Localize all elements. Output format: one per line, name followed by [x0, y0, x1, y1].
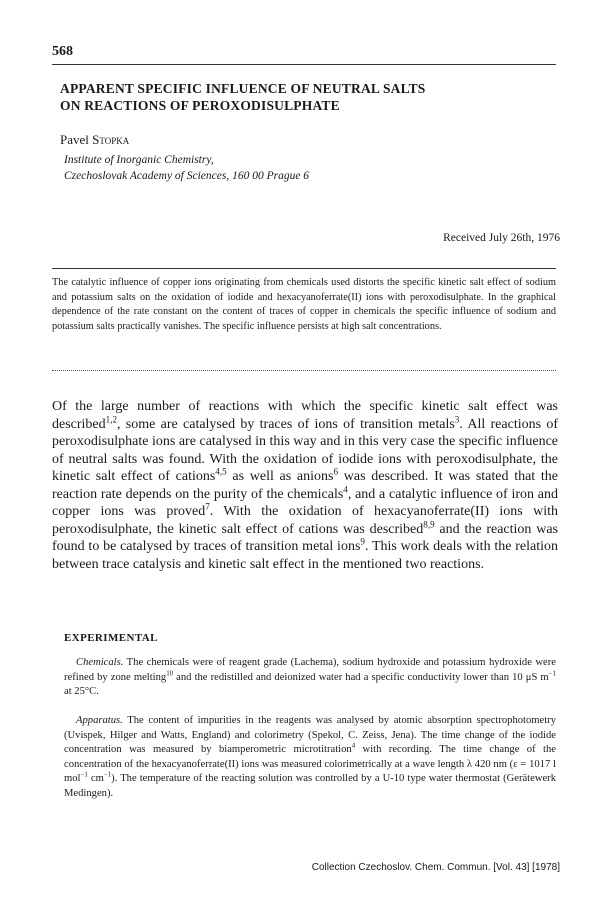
article-title [60, 80, 540, 114]
paragraph-text: cm [87, 773, 104, 785]
journal-footer: Collection Czechoslov. Chem. Commun. [Vol. 43] [1978] [311, 862, 560, 873]
paragraph-text: The content of impurities in the reagents was analysed by atomic absorption spectrophotometry (Uvispek, Hilger and Watts, England) and colorimetry (Spekol, C. Zeiss, Jena). The time change of the iodide concentration was measured by biamperometric microtitration [64, 715, 556, 756]
intro-text: Of the large number of reactions with which the specific kinetic salt effect was described [52, 399, 558, 432]
header-rule [52, 64, 556, 65]
citation-ref: 9 [360, 536, 365, 547]
unit-exponent: −1 [80, 771, 88, 779]
intro-text: . This work deals with the relation between trace catalysis and kinetic salt effect in the mentioned two reactions. [52, 539, 558, 572]
citation-ref: 1,2 [105, 413, 118, 424]
intro-text: and the reaction was found to be catalysed by traces of transition metal ions [52, 521, 558, 554]
abstract: The catalytic influence of copper ions originating from chemicals used distorts the specific kinetic salt effect of sodium and potassium salts on the oxidation of iodide and hexacyanoferrate(II) ions with peroxodisulphate. In the graphical dependence of the rate constant on the content of traces of copper in chemicals the specific influence of sodium and potassium salts practically vanishes. The specific influence persists at high salt concentrations. [52, 277, 556, 332]
chemicals-paragraph [64, 656, 556, 700]
received-date: Received July 26th, 1976 [443, 232, 560, 244]
affiliation-line-2: Czechoslovak Academy of Sciences, 160 00 Prague 6 [64, 170, 310, 182]
citation-ref: 4,5 [215, 466, 227, 477]
apparatus-paragraph [64, 714, 556, 802]
abstract-top-rule [52, 268, 556, 269]
affiliation-line-1: Institute of Inorganic Chemistry, [64, 154, 214, 166]
citation-ref: 6 [333, 466, 339, 477]
title-line-2: ON REACTIONS OF PEROXODISULPHATE [60, 98, 340, 113]
abstract-bottom-rule [52, 370, 556, 371]
author-name [60, 132, 129, 148]
page-number: 568 [52, 44, 73, 59]
paragraph-text: and the redistilled and deionized water had a specific conductivity lower than 10 μS m [173, 671, 549, 683]
intro-text: . With the oxidation of hexacyanoferrate(II) ions with peroxodisulphate, the kinetic salt effect of cations was described [52, 504, 559, 537]
unit-exponent: −1 [103, 771, 112, 779]
citation-ref: 4 [351, 742, 356, 750]
paragraph-text: with recording. The time change of the concentration of the hexacyanoferrate(II) ions was measured colorimetrically at a wave length λ 420 nm (ε = 1017 l mol [64, 744, 556, 785]
intro-text: , some are catalysed by traces of ions of transition metals [117, 416, 455, 432]
title-line-1: APPARENT SPECIFIC INFLUENCE OF NEUTRAL SALTS [60, 81, 426, 96]
citation-ref: 4 [343, 483, 348, 494]
citation-ref: 7 [205, 501, 210, 512]
run-in-heading: Apparatus. [76, 715, 123, 726]
paragraph-text: ). The temperature of the reacting solution was controlled by a U-10 type water thermostat (Gerätewerk Medingen). [64, 773, 557, 799]
paragraph-text: at 25°C. [64, 686, 99, 698]
citation-ref: 8,9 [423, 518, 435, 529]
author-first-name: Pavel [60, 132, 93, 147]
intro-text: , and a catalytic influence of iron and copper ions was proved [52, 486, 558, 519]
section-heading-experimental: EXPERIMENTAL [64, 632, 158, 644]
citation-ref: 10 [166, 670, 174, 678]
unit-exponent: −1 [548, 670, 556, 678]
intro-text: was described. It was stated that the reaction rate depends on the purity of the chemicals [52, 469, 558, 502]
introduction-paragraph [52, 398, 558, 573]
citation-ref: 3 [454, 413, 460, 424]
author-last-name: Stopka [92, 132, 130, 147]
author-affiliation [64, 152, 309, 184]
intro-text: . All reactions of peroxodisulphate ions are catalysed in this way and in this very case the specific influence of neutral salts was found. With the oxidation of iodide ions with peroxodisulphate, the kinetic salt effect of cations [52, 416, 558, 484]
intro-text: as well as anions [226, 469, 334, 484]
paragraph-text: The chemicals were of reagent grade (Lachema), sodium hydroxide and potassium hydroxide were refined by zone melting [64, 657, 556, 683]
run-in-heading: Chemicals. [76, 657, 124, 668]
